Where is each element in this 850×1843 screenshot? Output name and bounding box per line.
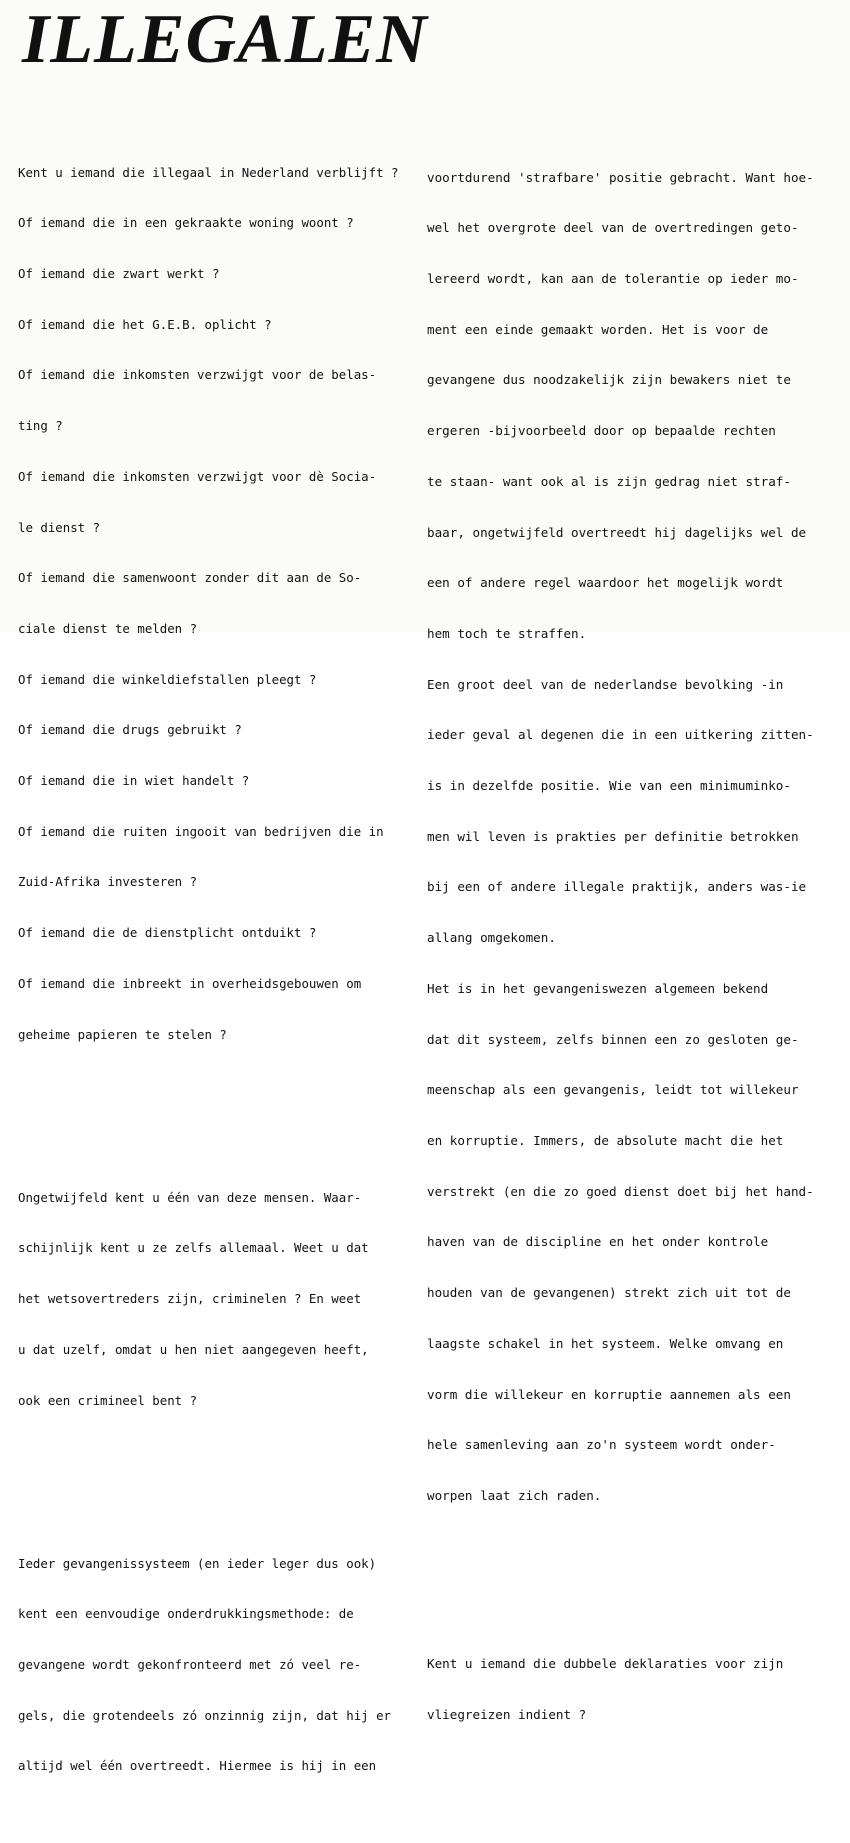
text-line: men wil leven is prakties per definitie betrokken <box>427 828 799 844</box>
text-line: Een groot deel van de nederlandse bevolking -in <box>427 676 784 692</box>
left-column <box>18 97 413 1843</box>
text-line: u dat uzelf, omdat u hen niet aangegeven heeft, <box>18 1341 369 1357</box>
text-line: Of iemand die samenwoont zonder dit aan de So- <box>18 570 362 586</box>
text-line: hem toch te straffen. <box>427 625 587 641</box>
text-line: is in dezelfde positie. Wie van een minimuminko- <box>427 778 791 794</box>
text-line: voortdurend 'strafbare' positie gebracht. Want hoe- <box>427 169 814 185</box>
text-line: Of iemand die de dienstplicht ontduikt ? <box>18 925 317 941</box>
text-line: gevangene wordt gekonfronteerd met zó veel re- <box>18 1657 362 1673</box>
text-line: Of iemand die inkomsten verzwijgt voor de belas- <box>18 367 377 383</box>
text-line: bij een of andere illegale praktijk, anders was-ie <box>427 879 807 895</box>
text-line: het wetsovertreders zijn, criminelen ? En weet <box>18 1291 362 1307</box>
text-line: Of iemand die inbreekt in overheidsgebouwen om <box>18 975 362 991</box>
paragraph-spacer <box>427 1572 837 1588</box>
text-line: worpen laat zich raden. <box>427 1487 602 1503</box>
text-line: en korruptie. Immers, de absolute macht die het <box>427 1132 784 1148</box>
right-column <box>427 102 837 1791</box>
text-line: Of iemand die in een gekraakte woning woont ? <box>18 215 354 231</box>
text-line: Het is in het gevangeniswezen algemeen bekend <box>427 980 769 996</box>
paragraph-spacer <box>18 1111 413 1122</box>
text-line: gevangene dus noodzakelijk zijn bewakers niet te <box>427 372 791 388</box>
text-line: Of iemand die ruiten ingooit van bedrijven die in <box>18 823 384 839</box>
text-line: houden van de gevangenen) strekt zich uit tot de <box>427 1285 791 1301</box>
text-line: ergeren -bijvoorbeeld door op bepaalde rechten <box>427 423 776 439</box>
reflection-paragraph <box>18 1156 413 1443</box>
text-line: ting ? <box>18 418 63 434</box>
questions-paragraph <box>18 131 413 1077</box>
text-line: baar, ongetwijfeld overtreedt hij dagelijks wel de <box>427 524 807 540</box>
text-line: meenschap als een gevangenis, leidt tot willekeur <box>427 1082 799 1098</box>
closing-question-paragraph <box>427 1622 837 1757</box>
text-line: laagste schakel in het systeem. Welke omvang en <box>427 1335 784 1351</box>
continuation-paragraph <box>427 136 837 1539</box>
text-line: een of andere regel waardoor het mogelijk wordt <box>427 575 784 591</box>
text-line: haven van de discipline en het onder kontrole <box>427 1234 769 1250</box>
text-line: te staan- want ook al is zijn gedrag niet straf- <box>427 473 791 489</box>
text-line: verstrekt (en die zo goed dienst doet bij het hand- <box>427 1183 814 1199</box>
text-line: Of iemand die in wiet handelt ? <box>18 773 250 789</box>
text-line: Kent u iemand die dubbele deklaraties voor zijn <box>427 1656 784 1672</box>
text-line: Ongetwijfeld kent u één van deze mensen. Waar- <box>18 1189 362 1205</box>
text-line: Of iemand die drugs gebruikt ? <box>18 722 242 738</box>
text-line: Of iemand die winkeldiefstallen pleegt ? <box>18 671 317 687</box>
text-line: Of iemand die zwart werkt ? <box>18 266 220 282</box>
text-line: hele samenleving aan zo'n systeem wordt onder- <box>427 1437 776 1453</box>
text-line: schijnlijk kent u ze zelfs allemaal. Weet u dat <box>18 1240 369 1256</box>
text-line: Of iemand die inkomsten verzwijgt voor dè Socia- <box>18 468 377 484</box>
text-line: ieder geval al degenen die in een uitkering zitten- <box>427 727 814 743</box>
text-line: Kent u iemand die illegaal in Nederland verblijft ? <box>18 164 399 180</box>
text-line: allang omgekomen. <box>427 930 556 946</box>
paragraph-spacer <box>18 1477 413 1488</box>
text-line: gels, die grotendeels zó onzinnig zijn, dat hij er <box>18 1707 391 1723</box>
text-line: Of iemand die het G.E.B. oplicht ? <box>18 316 272 332</box>
text-line: wel het overgrote deel van de overtredingen geto- <box>427 220 799 236</box>
text-line: dat dit systeem, zelfs binnen een zo gesloten ge- <box>427 1031 799 1047</box>
text-line: Ieder gevangenissysteem (en ieder leger dus ook) <box>18 1555 377 1571</box>
text-line: vorm die willekeur en korruptie aannemen als een <box>427 1386 791 1402</box>
text-line: ook een crimineel bent ? <box>18 1392 198 1408</box>
text-line: altijd wel één overtreedt. Hiermee is hij in een <box>18 1758 377 1774</box>
article-title: ILLEGALEN <box>22 1 428 78</box>
text-line: vliegreizen indient ? <box>427 1706 587 1722</box>
text-line: lereerd wordt, kan aan de tolerantie op ieder mo- <box>427 271 799 287</box>
text-line: ciale dienst te melden ? <box>18 620 198 636</box>
text-line: Zuid-Afrika investeren ? <box>18 874 198 890</box>
text-line: geheime papieren te stelen ? <box>18 1026 227 1042</box>
prison-system-paragraph <box>18 1522 413 1809</box>
text-line: ment een einde gemaakt worden. Het is voor de <box>427 321 769 337</box>
text-line: kent een eenvoudige onderdrukkingsmethode: de <box>18 1606 354 1622</box>
text-line: le dienst ? <box>18 519 101 535</box>
